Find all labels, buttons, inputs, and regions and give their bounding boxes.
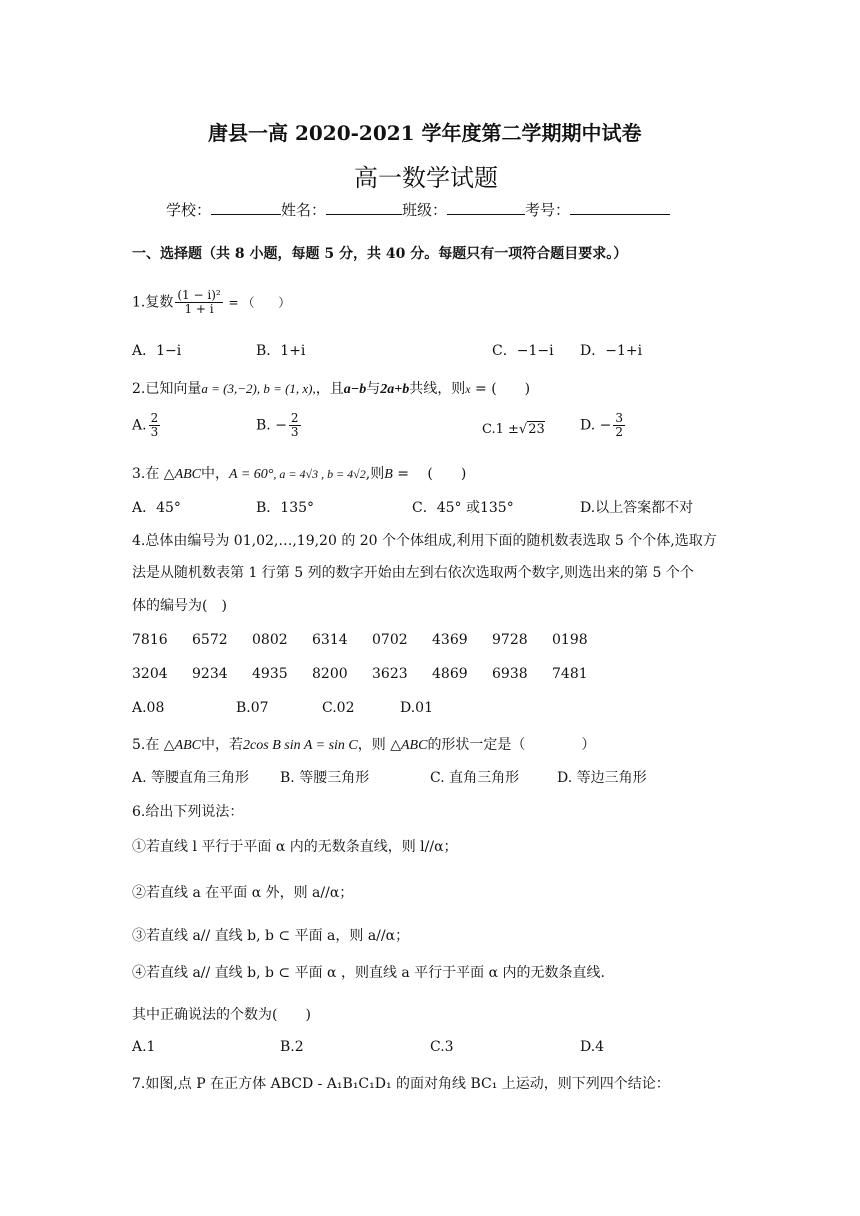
q6-statement-2: ②若直线 a 在平面 α 外，则 a//α； xyxy=(132,885,354,901)
question-2 xyxy=(132,378,530,398)
q3-text3: ,则 xyxy=(365,466,385,482)
q2-d-den: 2 xyxy=(615,425,623,440)
school-blank[interactable] xyxy=(211,200,281,215)
q2-option-c: C.1 ±√23 xyxy=(482,422,545,437)
q6-option-d: D.4 xyxy=(580,1039,605,1055)
examno-blank[interactable] xyxy=(570,200,670,215)
table-cell: 3204 xyxy=(132,666,168,682)
q2-tail: = ( ) xyxy=(470,381,531,397)
q2-c-sqrt: 23 xyxy=(528,422,545,437)
school-label: 学校： xyxy=(166,201,212,219)
name-blank[interactable] xyxy=(326,200,402,215)
q4-option-b: B.07 xyxy=(236,700,269,716)
q1-denominator: 1 + i xyxy=(184,302,214,317)
q2-option-a xyxy=(132,412,162,439)
q2-d-num: 3 xyxy=(615,411,623,425)
q2-x: x xyxy=(465,382,471,396)
q2-option-d xyxy=(580,412,627,439)
table-cell: 4935 xyxy=(252,666,288,682)
q3-tail: = ( ) xyxy=(392,466,467,482)
q5-cond: 2cos B sin A = sin C xyxy=(243,738,358,753)
class-label: 班级： xyxy=(402,201,448,219)
exam-subtitle: 高一数学试题 xyxy=(354,164,498,192)
q2-a-num: 2 xyxy=(150,411,159,425)
q5-option-c: C. 直角三角形 xyxy=(430,770,520,786)
q3-option-b: B．135° xyxy=(256,500,315,516)
exam-title: 唐县一高 2020-2021 学年度第二学期期中试卷 xyxy=(208,121,642,145)
q2-b-num: 2 xyxy=(290,411,299,425)
table-cell: 0802 xyxy=(252,632,288,648)
q5-abc: ABC xyxy=(174,738,202,753)
q2-a-prefix: A. xyxy=(132,417,147,434)
q3-option-d: D.以上答案都不对 xyxy=(580,500,694,516)
q3-cond: A = 60° xyxy=(229,467,274,482)
table-cell: 9728 xyxy=(492,632,528,648)
q1-numerator: (1 − i)² xyxy=(177,288,221,302)
q4-option-c: C.02 xyxy=(322,700,355,716)
q1-option-c: C．−1−i xyxy=(492,343,554,359)
table-cell: 4369 xyxy=(432,632,468,648)
q1-fraction xyxy=(175,289,222,316)
q5-option-d: D. 等边三角形 xyxy=(557,770,647,786)
random-table-row-1 xyxy=(132,632,612,648)
table-cell: 6938 xyxy=(492,666,528,682)
q2-b-den: 3 xyxy=(290,425,299,440)
q2-option-b xyxy=(256,412,303,439)
q3-b: B xyxy=(384,467,393,482)
q3-option-c: C．45° 或135° xyxy=(412,500,514,516)
q6-statement-3: ③若直线 a// 直线 b, b ⊂ 平面 a，则 a//α； xyxy=(132,928,410,944)
question-3 xyxy=(132,463,466,483)
q5-abc-2: ABC xyxy=(400,738,428,753)
q2-expr1: a−b xyxy=(343,382,367,397)
table-cell: 0198 xyxy=(552,632,588,648)
table-cell: 6572 xyxy=(192,632,228,648)
q2-d-fraction xyxy=(613,412,625,439)
q6-option-a: A.1 xyxy=(132,1039,156,1055)
q3-option-a: A．45° xyxy=(132,500,181,516)
question-7: 7.如图,点 P 在正方体 ABCD - A₁B₁C₁D₁ 的面对角线 BC₁ 上运动，则下列四个结论： xyxy=(132,1076,670,1092)
section-heading: 一、选择题（共 8 小题，每题 5 分，共 40 分。每题只有一项符合题目要求。） xyxy=(132,246,628,262)
q5-text2: 中，若 xyxy=(201,737,244,753)
q2-mid2: 与 xyxy=(366,381,381,397)
table-cell: 0702 xyxy=(372,632,408,648)
question-1 xyxy=(132,289,290,316)
q4-line-1: 4.总体由编号为 01,02,…,19,20 的 20 个个体组成,利用下面的随机数表选取 5 个个体,选取方 xyxy=(132,533,717,549)
q2-b-prefix: B. − xyxy=(256,417,287,434)
q5-text1: 5.在 △ xyxy=(132,737,175,753)
q2-a-den: 3 xyxy=(150,425,159,440)
table-cell: 3623 xyxy=(372,666,408,682)
table-cell: 7481 xyxy=(552,666,588,682)
table-cell: 7816 xyxy=(132,632,168,648)
q1-prefix: 1.复数 xyxy=(132,294,174,311)
q1-suffix: = （ ） xyxy=(224,295,291,310)
table-cell: 9234 xyxy=(192,666,228,682)
q2-b-fraction xyxy=(289,412,301,439)
q2-suffix: 共线，则 xyxy=(409,381,466,397)
q5-text4: 的形状一定是（ ） xyxy=(427,737,596,753)
q4-option-d: D.01 xyxy=(400,700,433,716)
q2-expr2: 2a+b xyxy=(380,382,410,397)
q3-cond2: , a = 4√3 , b = 4√2 xyxy=(273,467,366,481)
question-5 xyxy=(132,734,595,754)
q5-option-a: A. 等腰直角三角形 xyxy=(132,770,250,786)
q2-c-prefix: C.1 ± xyxy=(482,422,519,437)
q4-option-a: A.08 xyxy=(132,700,165,716)
table-cell: 6314 xyxy=(312,632,348,648)
q1-option-b: B．1+i xyxy=(256,343,306,359)
q6-option-b: B.2 xyxy=(280,1039,304,1055)
table-cell: 4869 xyxy=(432,666,468,682)
q5-text3: ，则 △ xyxy=(357,737,401,753)
q3-text1: 3.在 △ xyxy=(132,466,175,482)
examno-label: 考号： xyxy=(525,201,571,219)
q2-d-prefix: D. − xyxy=(580,417,612,434)
class-blank[interactable] xyxy=(447,200,525,215)
name-label: 姓名： xyxy=(281,201,327,219)
q2-mid: ，且 xyxy=(315,381,344,397)
q6-question: 其中正确说法的个数为( ) xyxy=(132,1007,311,1023)
random-table-row-2 xyxy=(132,666,612,682)
q5-option-b: B. 等腰三角形 xyxy=(280,770,370,786)
info-fields xyxy=(166,199,670,220)
q1-option-a: A．1−i xyxy=(132,343,182,359)
q6-option-c: C.3 xyxy=(430,1039,454,1055)
q1-option-d: D．−1+i xyxy=(580,343,643,359)
q6-statement-1: ①若直线 l 平行于平面 α 内的无数条直线，则 l//α； xyxy=(132,839,458,855)
q2-vectors: a = (3,−2), b = (1, x), xyxy=(201,381,316,396)
q6-intro: 6.给出下列说法： xyxy=(132,804,244,820)
q4-line-3: 体的编号为( ) xyxy=(132,598,227,614)
q6-statement-4: ④若直线 a// 直线 b, b ⊂ 平面 α ，则直线 a 平行于平面 α 内的无数条直线. xyxy=(132,965,605,981)
q3-abc: ABC xyxy=(174,467,202,482)
q2-prefix: 2.已知向量 xyxy=(132,381,202,397)
q2-a-fraction xyxy=(149,412,161,439)
q4-line-2: 法是从随机数表第 1 行第 5 列的数字开始由左到右依次选取两个数字,则选出来的第 5 个个 xyxy=(132,565,694,581)
q3-text2: 中， xyxy=(201,466,230,482)
table-cell: 8200 xyxy=(312,666,348,682)
